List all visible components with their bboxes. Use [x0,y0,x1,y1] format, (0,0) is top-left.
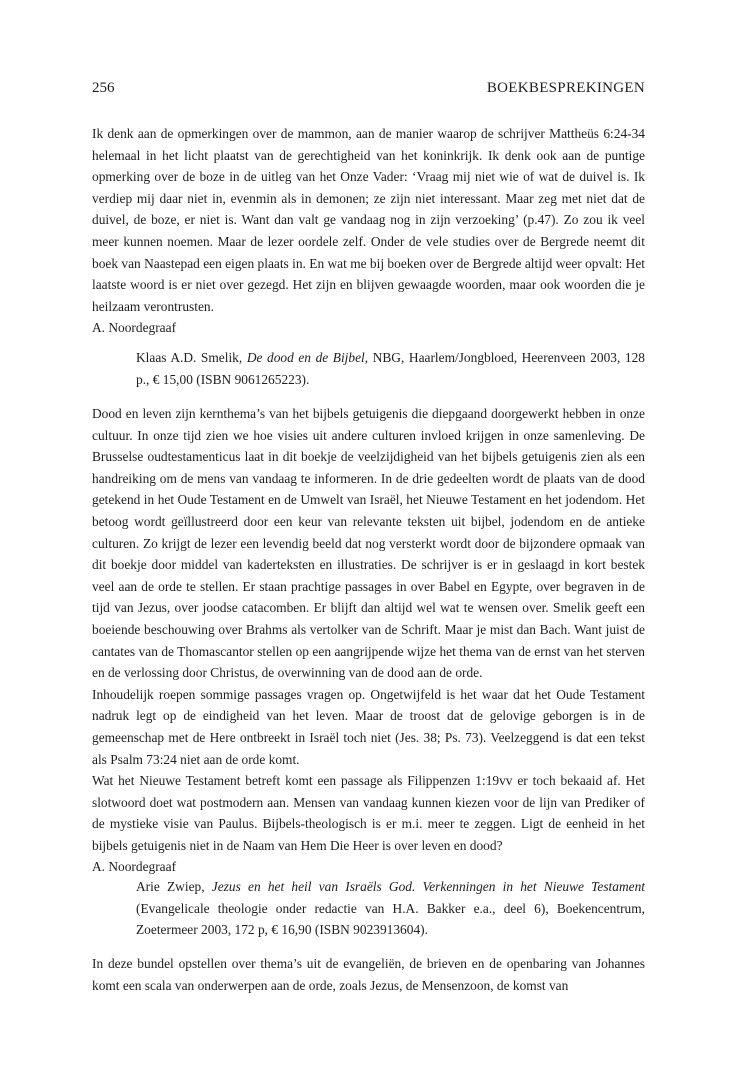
review-3-author: Arie Zwiep, [136,879,205,894]
review-2-title: De dood en de Bijbel [246,350,365,365]
review-3-reference [136,876,645,941]
review-1-body [92,123,645,339]
review-3-title: Jezus en het heil van Israëls God. Verkenningen in het Nieuwe Testament [211,879,645,894]
running-head: BOEKBESPREKINGEN [486,80,645,96]
review-2-body [92,403,645,878]
review-1-text: Ik denk aan de opmerkingen over de mammon, aan de manier waarop de schrijver Mattheüs 6:24-34 helemaal in het licht plaatst van de gerechtigheid van het koninkrijk. Ik denk ook aan de puntige opmerking over de boze in de uitleg van het Onze Vader: ‘Vraag mij niet wie of wat de duivel is. Ik verdiep mij daar niet in, evenmin als in demonen; ze zijn niet interessant. Maar zeg met niet dat de duivel, de boze, er niet is. Want dan valt ge vandaag nog in zijn verzoeking’ (p.47). Zo zou ik veel meer kunnen noemen. Maar de lezer oordele zelf. Onder de vele studies over de Bergrede neemt dit boek van Naastepad een eigen plaats in. En wat me bij boeken over de Bergrede altijd weer opvalt: Het laatste woord is er niet over gezegd. Het zijn en blijven gewaagde woorden, maar ook woorden die je heilzaam verontrusten. [92,126,645,314]
review-2-signature: A. Noordegraaf [92,859,177,875]
review-3-publication: (Evangelicale theologie onder redactie van H.A. Bakker e.a., deel 6), Boekencentrum, Zoetermeer 2003, 172 p, € 16,90 (ISBN 9023913604). [136,900,645,938]
review-3-paragraph-1: In deze bundel opstellen over thema’s uit de evangeliën, de brieven en de openbaring van Johannes komt een scala van onderwerpen aan de orde, zoals Jezus, de Mensenzoon, de komst van [92,956,645,993]
page-number: 256 [92,80,115,96]
review-2-paragraph-3: Wat het Nieuwe Testament betreft komt een passage als Filippenzen 1:19vv er toch bekaaid af. Het slotwoord doet wat postmodern aan. Mensen van vandaag kunnen kiezen voor de lijn van Prediker of de mystieke visie van Paulus. Bijbels-theologisch is er m.i. meer te zeggen. Ligt de eenheid in het bijbels getuigenis niet in de Naam van Hem Die Heer is over leven en dood? [92,773,645,853]
page-header [92,78,645,100]
review-2-paragraph-1: Dood en leven zijn kernthema’s van het bijbels getuigenis die diepgaand doorgewerkt hebben in onze cultuur. In onze tijd zien we hoe visies uit andere culturen invloed krijgen in onze samenleving. De Brusselse oudtestamenticus laat in dit boekje de veelzijdigheid van het bijbels getuigenis zien als een handreiking om de mens van vandaag te informeren. In de drie gedeelten wordt de plaats van de dood getekend in het Oude Testament en de Umwelt van Israël, het Nieuwe Testament en het jodendom. Het betoog wordt geïllustreerd door een keur van relevante teksten uit bijbel, jodendom en de antieke culturen. Zo krijgt de lezer een levendig beeld dat nog versterkt wordt door de bijzondere opmaak van dit boekje door middel van kaderteksten en illustraties. De schrijver is er in geslaagd in kort bestek veel aan de orde te stellen. Er staan prachtige passages in over Babel en Egypte, over begraven in de tijd van Jezus, over joodse catacomben. Er blijft dan altijd wel wat te wensen over. Smelik geeft een boeiende beschouwing over Brahms als vertolker van de Schrift. Maar je mist dan Bach. Want juist de cantates van de Thomascantor stellen op een aangrijpende wijze het thema van de ernst van het sterven en de verlossing door Christus, de overwinning van de dood aan de orde. [92,406,645,681]
review-2-reference [136,347,645,390]
review-1-signature: A. Noordegraaf [92,320,177,336]
review-2-author: Klaas A.D. Smelik, [136,350,243,365]
review-2-publication: , NBG, Haarlem/Jongbloed, Heerenveen 2003, 128 p., € 15,00 (ISBN 9061265223). [136,350,645,387]
review-3-body [92,953,645,996]
review-2-paragraph-2: Inhoudelijk roepen sommige passages vragen op. Ongetwijfeld is het waar dat het Oude Testament nadruk legt op de eindigheid van het leven. Maar de troost dat de gelovige geborgen is in de gemeenschap met de Here ontbreekt in Israël toch niet (Jes. 38; Ps. 73). Veelzeggend is dat een tekst als Psalm 73:24 niet aan de orde komt. [92,686,645,767]
